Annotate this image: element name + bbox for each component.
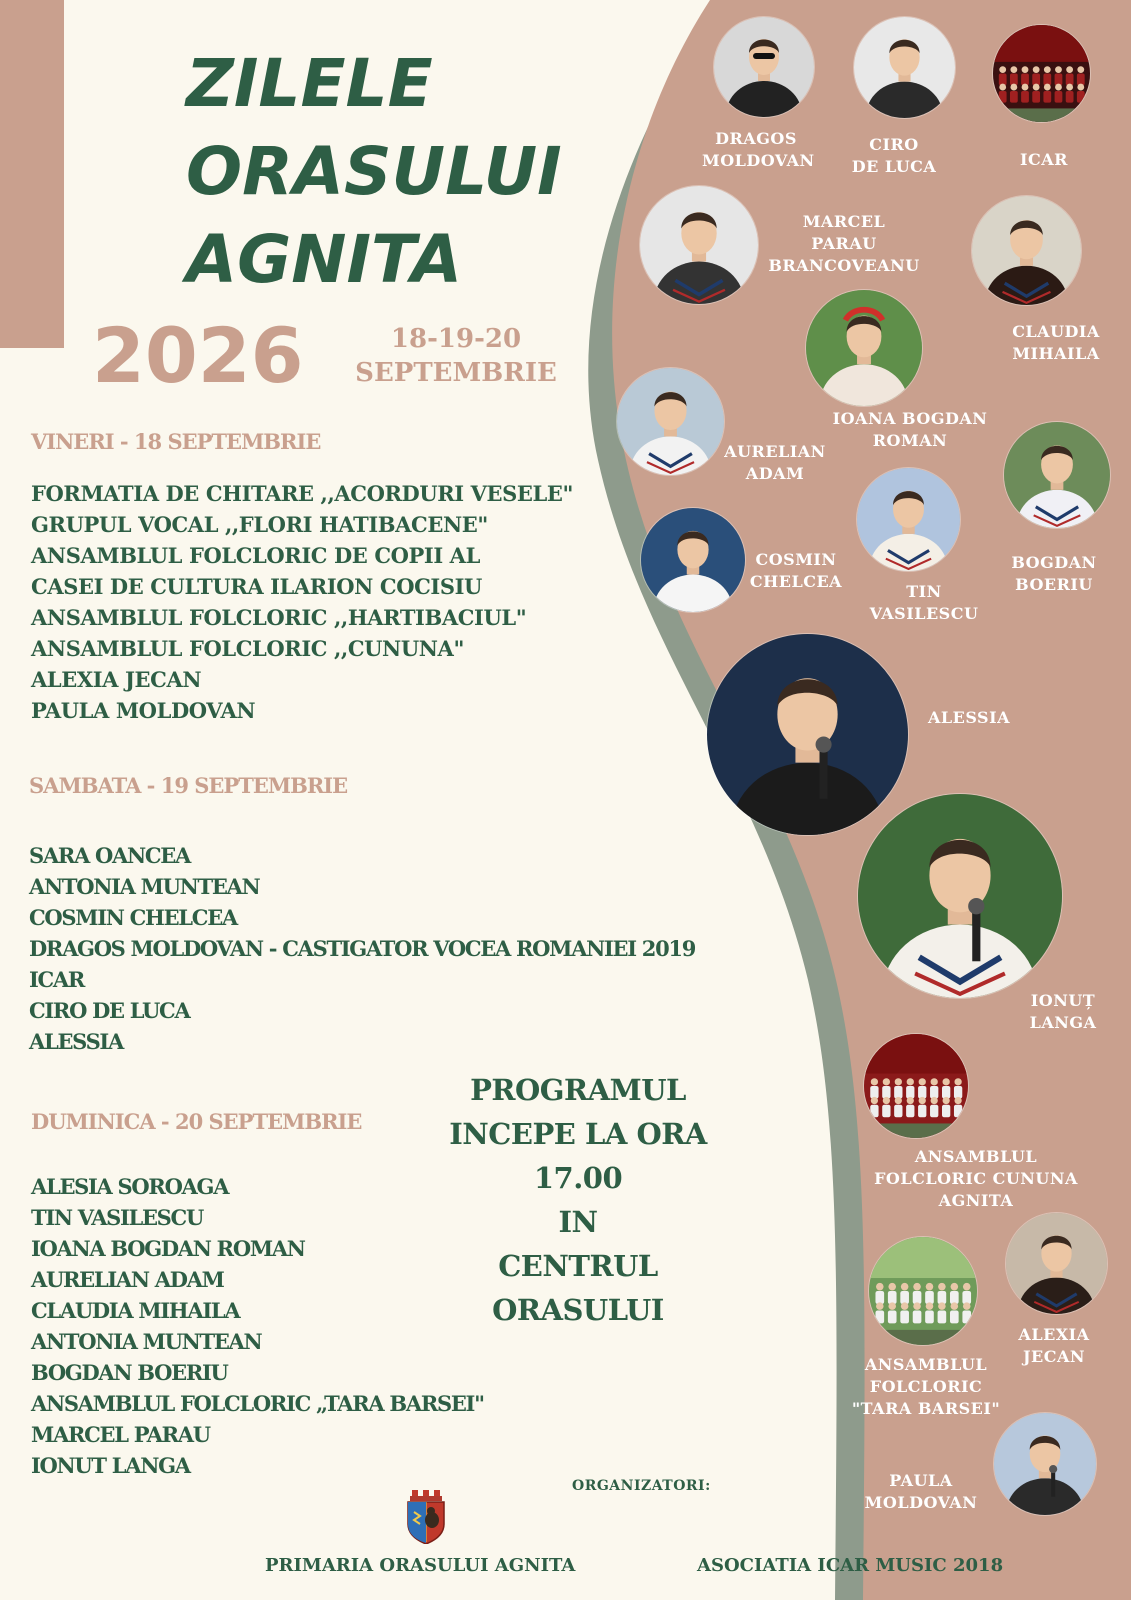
sunday-heading: DUMINICA - 20 SEPTEMBRIE <box>31 1109 362 1134</box>
lineup-item: CIRO DE LUCA <box>29 998 190 1023</box>
organizer-right: ASOCIATIA ICAR MUSIC 2018 <box>697 1555 1004 1576</box>
man-singing-photo <box>858 794 1062 998</box>
band-on-stage-photo <box>993 25 1090 122</box>
artist-label <box>995 149 1093 171</box>
artist-label <box>860 581 988 625</box>
artist-label-line: PAULA <box>889 1471 953 1490</box>
artist-label-line: JECAN <box>1022 1347 1086 1366</box>
artist-label <box>1017 990 1109 1034</box>
title-line: ZILELE <box>186 45 433 122</box>
lineup-item: IONUT LANGA <box>31 1453 190 1478</box>
artist-label-line: TIN <box>906 582 942 601</box>
event-year: 2026 <box>92 311 304 400</box>
artist-label <box>918 707 1020 729</box>
artist-label-line: ALESSIA <box>927 708 1010 727</box>
artist-label-line: ALEXIA <box>1018 1325 1090 1344</box>
program-info <box>446 1068 710 1332</box>
man-traditional-shirt-photo <box>617 368 724 475</box>
lineup-item: IOANA BOGDAN ROMAN <box>31 1236 305 1261</box>
artist-label <box>721 441 829 485</box>
artist-label-line: IONUȚ <box>1030 991 1096 1010</box>
lineup-item: COSMIN CHELCEA <box>29 905 237 930</box>
program-line: PROGRAMUL <box>470 1073 686 1107</box>
artist-label-line: MIHAILA <box>1012 344 1100 363</box>
friday-heading: VINERI - 18 SEPTEMBRIE <box>31 429 321 454</box>
artist-label-line: ICAR <box>1020 150 1068 169</box>
lineup-item: ALEXIA JECAN <box>31 667 202 692</box>
man-traditional-shirt-photo <box>640 186 758 304</box>
artist-label-line: FOLCLORIC <box>869 1377 983 1396</box>
lineup-item: CLAUDIA MIHAILA <box>31 1298 240 1323</box>
artist-label-line: DE LUCA <box>851 157 937 176</box>
man-white-shirt-photo <box>641 508 745 612</box>
event-month: SEPTEMBRIE <box>355 358 557 388</box>
artist-label <box>1004 1324 1104 1368</box>
lineup-item: TIN VASILESCU <box>31 1205 203 1230</box>
artist-label <box>846 1354 1006 1420</box>
artist-label <box>702 128 815 172</box>
saturday-lineup <box>29 840 695 1057</box>
sunday-lineup <box>31 1171 484 1481</box>
lineup-item: PAULA MOLDOVAN <box>31 698 256 723</box>
decorative-bar <box>0 0 64 348</box>
artist-label-line: IOANA BOGDAN <box>832 409 988 428</box>
event-dates <box>336 322 576 390</box>
lineup-item: AURELIAN ADAM <box>31 1267 224 1292</box>
lineup-item: ANTONIA MUNTEAN <box>31 1329 262 1354</box>
lineup-item: DRAGOS MOLDOVAN - CASTIGATOR VOCEA ROMANIEI 2019 <box>29 936 696 961</box>
artist-label-line: VASILESCU <box>869 604 979 623</box>
girl-microphone-photo <box>994 1413 1096 1515</box>
lineup-item: BOGDAN BOERIU <box>31 1360 228 1385</box>
lineup-item: ANSAMBLUL FOLCLORIC „TARA BARSEI" <box>31 1391 484 1416</box>
lineup-item: ANSAMBLUL FOLCLORIC ,,HARTIBACIUL" <box>31 605 527 630</box>
saturday-heading: SAMBATA - 19 SEPTEMBRIE <box>29 773 348 798</box>
program-line: IN <box>558 1205 598 1239</box>
organizer-left: PRIMARIA ORASULUI AGNITA <box>265 1555 576 1576</box>
artist-label-line: ANSAMBLUL <box>914 1147 1038 1166</box>
folk-ensemble-outdoor-photo <box>869 1237 977 1345</box>
lineup-item: ICAR <box>29 967 85 992</box>
artist-label-line: COSMIN <box>755 550 837 569</box>
title-line: AGNITA <box>186 221 463 298</box>
artist-label-line: FOLCLORIC CUNUNA <box>874 1169 1078 1188</box>
artist-label <box>866 1146 1086 1212</box>
friday-lineup <box>31 478 573 726</box>
woman-flower-crown-photo <box>806 290 922 406</box>
lineup-item: GRUPUL VOCAL ,,FLORI HATIBACENE" <box>31 512 488 537</box>
artist-label <box>764 211 924 277</box>
artist-label-line: AGNITA <box>938 1191 1014 1210</box>
artist-label-line: MOLDOVAN <box>702 151 815 170</box>
artist-label <box>1000 321 1112 365</box>
event-title <box>186 40 562 304</box>
lineup-item: CASEI DE CULTURA ILARION COCISIU <box>31 574 482 599</box>
lineup-item: ANSAMBLUL FOLCLORIC DE COPII AL <box>31 543 480 568</box>
artist-label <box>860 1470 982 1514</box>
artist-label <box>840 134 948 178</box>
lineup-item: FORMATIA DE CHITARE ,,ACORDURI VESELE" <box>31 481 574 506</box>
program-line: ORASULUI <box>492 1293 664 1327</box>
coat-of-arms-icon <box>406 1490 446 1544</box>
lineup-item: ALESIA SOROAGA <box>31 1174 229 1199</box>
lineup-item: ANSAMBLUL FOLCLORIC ,,CUNUNA" <box>31 636 464 661</box>
artist-label <box>742 549 850 593</box>
artist-label-line: BRANCOVEANU <box>768 256 920 275</box>
artist-label-line: ROMAN <box>872 431 948 450</box>
artist-label <box>998 552 1110 596</box>
event-days: 18-19-20 <box>390 324 522 354</box>
lineup-item: MARCEL PARAU <box>31 1422 210 1447</box>
artist-label-line: MARCEL <box>802 212 886 231</box>
artist-label-line: CLAUDIA <box>1012 322 1100 341</box>
artist-label-line: PARAU <box>811 234 877 253</box>
artist-label-line: LANGA <box>1029 1013 1097 1032</box>
man-traditional-shirt-photo <box>1004 422 1110 528</box>
woman-microphone-photo <box>707 634 908 835</box>
artist-label-line: ANSAMBLUL <box>864 1355 988 1374</box>
girl-traditional-costume-photo <box>1006 1213 1107 1314</box>
artist-label-line: CHELCEA <box>749 572 843 591</box>
man-sunglasses-photo <box>714 17 814 117</box>
lineup-item: ALESSIA <box>29 1029 123 1054</box>
artist-label-line: ADAM <box>745 464 805 483</box>
man-traditional-costume-photo <box>857 468 960 571</box>
man-suit-photo <box>854 17 955 118</box>
title-line: ORASULUI <box>186 133 562 210</box>
artist-label <box>822 408 998 452</box>
program-line: CENTRUL <box>498 1249 658 1283</box>
woman-traditional-costume-photo <box>972 196 1081 305</box>
program-line: 17.00 <box>533 1161 623 1195</box>
organizers-label: ORGANIZATORI: <box>572 1478 711 1494</box>
artist-label-line: MOLDOVAN <box>864 1493 978 1512</box>
folk-ensemble-stage-photo <box>864 1034 968 1138</box>
program-line: INCEPE LA ORA <box>449 1117 707 1151</box>
artist-label-line: BOGDAN <box>1011 553 1097 572</box>
lineup-item: SARA OANCEA <box>29 843 191 868</box>
artist-label-line: "TARA BARSEI" <box>851 1399 1001 1418</box>
artist-label-line: AURELIAN <box>724 442 826 461</box>
lineup-item: ANTONIA MUNTEAN <box>29 874 260 899</box>
artist-label-line: BOERIU <box>1015 575 1093 594</box>
artist-label-line: DRAGOS <box>715 129 797 148</box>
artist-label-line: CIRO <box>869 135 919 154</box>
